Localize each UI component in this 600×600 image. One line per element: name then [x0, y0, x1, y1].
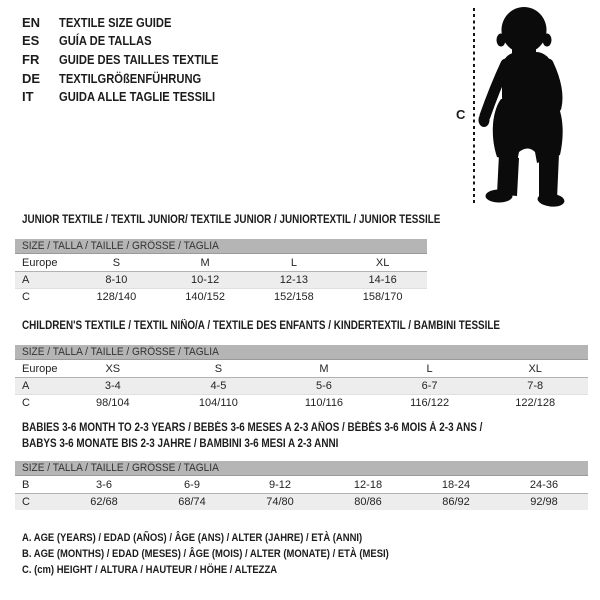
size-value: 3-4 [104, 380, 121, 392]
language-row-fr [22, 50, 244, 69]
section-title-line: BABYS 3-6 MONATE BIS 2-3 JAHRE / BAMBINI 3-6 MESI A 2-3 ANNI [22, 437, 339, 450]
table-size-header-text: SIZE / TALLA / TAILLE / GRÖSSE / TAGLIA [22, 346, 219, 358]
size-value: XL [375, 256, 390, 269]
size-value: S [214, 362, 223, 375]
row-label: C [22, 291, 30, 303]
table-rows [15, 254, 427, 305]
size-value: L [426, 362, 433, 375]
size-value: 152/158 [273, 291, 314, 303]
size-value: 4-5 [210, 380, 227, 392]
size-value: 128/140 [96, 291, 137, 303]
table-row [15, 394, 588, 411]
language-label: GUIDE DES TAILLES TEXTILE [59, 51, 219, 67]
size-value: XS [105, 362, 121, 375]
row-label: C [22, 496, 30, 508]
size-value: 7-8 [527, 380, 544, 392]
language-label: GUÍA DE TALLAS [59, 33, 152, 49]
height-measure-dashed-line [473, 8, 475, 206]
table-size-header [15, 461, 588, 476]
size-value: L [290, 256, 297, 269]
table-row [15, 288, 427, 305]
row-label: B [22, 478, 30, 491]
section-title-babies [22, 421, 557, 452]
language-row-de [22, 69, 244, 88]
language-code: EN [22, 14, 41, 30]
height-measure-label: C [456, 107, 466, 122]
size-value: 116/122 [410, 397, 450, 409]
footnotes [22, 530, 449, 578]
language-row-en [22, 13, 244, 32]
row-label: A [22, 380, 30, 392]
size-value: 24-36 [529, 478, 559, 491]
size-value: 10-12 [191, 274, 220, 286]
size-value: 9-12 [268, 478, 292, 491]
footnote-b: B. AGE (MONTHS) / EDAD (MESES) / ÂGE (MOIS) / ALTER (MONATE) / ETÀ (MESI) [22, 548, 389, 560]
size-value: 62/68 [90, 496, 118, 508]
table-row [15, 254, 427, 271]
language-code: IT [22, 89, 34, 105]
language-row-es [22, 32, 244, 51]
table-size-header-text: SIZE / TALLA / TAILLE / GRÖSSE / TAGLIA [22, 462, 219, 474]
size-value: 14-16 [368, 274, 397, 286]
table-row [15, 377, 588, 394]
section-title-children [22, 319, 578, 335]
size-value: 110/116 [304, 397, 344, 409]
size-value: 86/92 [442, 496, 470, 508]
table-rows [15, 476, 588, 510]
footnote-c: C. (cm) HEIGHT / ALTURA / HAUTEUR / HÖHE / ALTEZZA [22, 564, 278, 576]
section-title-junior [22, 213, 508, 229]
table-row [15, 476, 588, 493]
size-value: 6-9 [184, 478, 200, 491]
size-value: 92/98 [530, 496, 558, 508]
table-size-header [15, 345, 588, 360]
size-table-children [15, 345, 588, 411]
language-code: DE [22, 70, 41, 86]
language-row-it [22, 87, 244, 106]
size-value: 158/170 [362, 291, 403, 303]
table-row [15, 493, 588, 510]
size-value: 3-6 [96, 478, 112, 491]
footnote-a: A. AGE (YEARS) / EDAD (AÑOS) / ÂGE (ANS) / ALTER (JAHRE) / ETÀ (ANNI) [22, 532, 363, 544]
table-row [15, 360, 588, 377]
language-code: FR [22, 51, 40, 67]
row-label: C [22, 397, 30, 409]
language-code: ES [22, 33, 40, 49]
size-value: 18-24 [441, 478, 471, 491]
table-size-header [15, 239, 427, 254]
baby-silhouette [477, 4, 577, 209]
section-title-line: BABIES 3-6 MONTH TO 2-3 YEARS / BEBÉS 3-6 MESES A 2-3 AÑOS / BÉBÉS 3-6 MOIS À 2-3 ANS / [22, 422, 483, 434]
size-value: 12-13 [279, 274, 308, 286]
row-label: A [22, 274, 30, 286]
size-value: 5-6 [316, 380, 332, 392]
size-value: M [200, 256, 210, 269]
row-label: Europe [22, 362, 58, 375]
table-size-header-text: SIZE / TALLA / TAILLE / GRÖSSE / TAGLIA [22, 240, 219, 252]
size-value: 74/80 [266, 496, 294, 508]
size-value: 140/152 [185, 291, 225, 303]
language-label: TEXTILE SIZE GUIDE [59, 14, 172, 30]
size-value: 6-7 [421, 380, 438, 392]
size-value: 68/74 [178, 496, 206, 508]
language-list [22, 13, 244, 106]
size-value: 98/104 [95, 397, 130, 409]
size-value: 80/86 [354, 496, 382, 508]
row-label: Europe [22, 256, 58, 269]
size-table-junior [15, 239, 427, 305]
size-table-babies [15, 461, 588, 510]
section-title-line: CHILDREN'S TEXTILE / TEXTIL NIÑO/A / TEXTILE DES ENFANTS / KINDERTEXTIL / BAMBINI TESSILE [22, 320, 501, 332]
table-rows [15, 360, 588, 411]
size-value: 122/128 [515, 397, 556, 409]
size-value: 104/110 [198, 397, 238, 409]
language-label: GUIDA ALLE TAGLIE TESSILI [59, 89, 216, 105]
size-value: XL [528, 362, 542, 375]
size-value: 8-10 [105, 274, 128, 286]
size-value: M [319, 362, 329, 375]
language-label: TEXTILGRÖßENFÜHRUNG [59, 70, 202, 86]
size-value: 12-18 [353, 478, 383, 491]
section-title-line: JUNIOR TEXTILE / TEXTIL JUNIOR/ TEXTILE JUNIOR / JUNIORTEXTIL / JUNIOR TESSILE [22, 214, 441, 226]
table-row [15, 271, 427, 288]
size-value: S [112, 256, 121, 269]
